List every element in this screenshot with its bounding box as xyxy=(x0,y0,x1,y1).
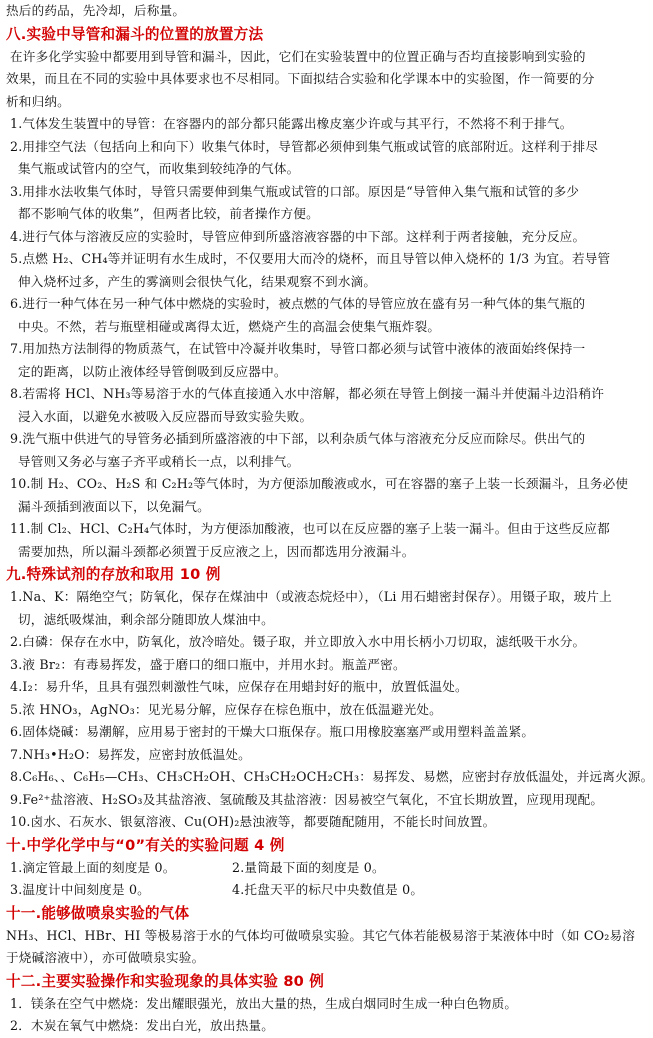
section-10-title: 十.中学化学中与“0”有关的实验问题 4 例 xyxy=(6,836,285,854)
section-9-item-1: 1.Na、K：隔绝空气；防氧化，保存在煤油中（或液态烷烃中），（Li 用石蜡密封保存）。用镊子取，玻片上 xyxy=(10,589,612,604)
intro-line: 热后的药品，先冷却，后称量。 xyxy=(6,3,186,18)
section-9-item-6: 6.固体烧碱：易潮解，应用易于密封的干燥大口瓶保存。瓶口用橡胶塞塞严或用塑料盖盖紧。 xyxy=(10,724,535,739)
section-10-item-1: 1.滴定管最上面的刻度是 0。 xyxy=(10,859,176,875)
section-8-item-8: 8.若需将 HCl、NH₃等易溶于水的气体直接通入水中溶解，都必须在导管上倒接一漏斗并使漏斗边沿稍许 xyxy=(10,386,605,401)
section-8-intro-line: 析和归纳。 xyxy=(6,93,70,109)
section-9-title: 九.特殊试剂的存放和取用 10 例 xyxy=(6,566,221,583)
section-8-title: 八.实验中导管和漏斗的位置的放置方法 xyxy=(6,25,264,43)
section-8-item-5: 5.点燃 H₂、CH₄等并证明有水生成时，不仅要用大而冷的烧杯，而且导管以伸入烧杯的 1/3 为宜。若导管 xyxy=(10,251,611,266)
section-9-item-2: 2.白磷：保存在水中，防氧化，放冷暗处。镊子取，并立即放入水中用长柄小刀切取，滤纸吸干水分。 xyxy=(10,634,586,649)
section-10-row xyxy=(6,879,638,902)
section-9-item-10: 10.卤水、石灰水、银氨溶液、Cu(OH)₂悬浊液等，都要随配随用，不能长时间放置。 xyxy=(10,814,496,829)
section-11-line: 于烧碱溶液中），亦可做喷泉实验。 xyxy=(6,950,205,965)
section-8-item-10-cont: 漏斗颈插到液面以下，以免漏气。 xyxy=(18,498,210,514)
section-9-item-7: 7.NH₃•H₂O：易挥发，应密封放低温处。 xyxy=(10,746,251,762)
section-8-item-1: 1.气体发生装置中的导管：在容器内的部分都只能露出橡皮塞少许或与其平行，不然将不利于排气。 xyxy=(10,116,573,131)
section-8-item-2: 2.用排空气法（包括向上和向下）收集气体时，导管都必须伸到集气瓶或试管的底部附近。这样利于排尽 xyxy=(10,138,599,154)
section-12-title: 十二.主要实验操作和实验现象的具体实验 80 例 xyxy=(6,972,325,990)
section-10-item-2: 2.量筒最下面的刻度是 0。 xyxy=(232,859,385,875)
section-8-item-11-cont: 需要加热，所以漏斗颈都必须置于反应液之上，因而都选用分液漏斗。 xyxy=(18,543,415,559)
section-9-item-3: 3.液 Br₂：有毒易挥发，盛于磨口的细口瓶中，并用水封。瓶盖严密。 xyxy=(10,656,406,672)
section-11-title: 十一.能够做喷泉实验的气体 xyxy=(6,904,190,922)
section-9-item-5: 5.浓 HNO₃，AgNO₃：见光易分解，应保存在棕色瓶中，放在低温避光处。 xyxy=(10,701,442,717)
section-8-item-7-cont: 定的距离，以防止液体经导管倒吸到反应器中。 xyxy=(18,363,287,379)
section-9-item-4: 4.I₂：易升华，且具有强烈刺激性气味，应保存在用蜡封好的瓶中，放置低温处。 xyxy=(10,679,468,694)
section-8-item-5-cont: 伸入烧杯过多，产生的雾滴则会很快气化，结果观察不到水滴。 xyxy=(18,273,377,289)
section-10-item-3: 3.温度计中间刻度是 0。 xyxy=(10,882,150,897)
section-9-item-8: 8.C₆H₆、、C₆H₅—CH₃、CH₃CH₂OH、CH₃CH₂OCH₂CH₃：易挥发、易燃，应密封存放低温处，并远离火源。 xyxy=(10,769,653,784)
section-9-item-9: 9.Fe²⁺盐溶液、H₂SO₃及其盐溶液、氢硫酸及其盐溶液：因易被空气氧化，不宜长期放置，应现用现配。 xyxy=(10,791,604,807)
section-8-item-7: 7.用加热方法制得的物质蒸气，在试管中冷凝并收集时，导管口都必须与试管中液体的液面始终保持一 xyxy=(10,341,586,356)
section-8-item-10: 10.制 H₂、CO₂、H₂S 和 C₂H₂等气体时，为方便添加酸液或水，可在容器的塞子上装一长颈漏斗，且务必使 xyxy=(10,476,629,491)
section-8-item-9-cont: 导管则又务必与塞子齐平或稍长一点，以利排气。 xyxy=(18,453,300,469)
section-8-intro-line: 在许多化学实验中都要用到导管和漏斗，因此，它们在实验装置中的位置正确与否均直接影响到实验的 xyxy=(10,48,586,64)
section-11-line: NH₃、HCl、HBr、HI 等极易溶于水的气体均可做喷泉实验。其它气体若能极易溶于某液体中时（如 CO₂易溶 xyxy=(6,927,636,943)
section-8-item-3-cont: 都不影响气体的收集”，但两者比较，前者操作方便。 xyxy=(18,206,319,221)
section-8-item-6-cont: 中央。不然，若与瓶壁相碰或离得太近，燃烧产生的高温会使集气瓶炸裂。 xyxy=(18,318,441,334)
section-9-item-1-cont: 切，滤纸吸煤油，剩余部分随即放人煤油中。 xyxy=(18,611,274,627)
section-8-item-3: 3.用排水法收集气体时，导管只需要伸到集气瓶或试管的口部。原因是“导管伸入集气瓶和试管的多少 xyxy=(10,183,580,199)
section-10-item-4: 4.托盘天平的标尺中央数值是 0。 xyxy=(232,882,424,897)
section-8-item-4: 4.进行气体与溶液反应的实验时，导管应伸到所盛溶液容器的中下部。这样利于两者接触，充分反应。 xyxy=(10,228,586,244)
section-8-item-8-cont: 浸入水面，以避免水被吸入反应器而导致实验失败。 xyxy=(18,408,313,424)
section-12-item-1: 1．镁条在空气中燃烧：发出耀眼强光，放出大量的热，生成白烟同时生成一种白色物质。 xyxy=(10,995,518,1011)
section-10-row xyxy=(6,857,638,880)
section-8-item-6: 6.进行一种气体在另一种气体中燃烧的实验时，被点燃的气体的导管应放在盛有另一种气体的集气瓶的 xyxy=(10,296,586,311)
section-8-item-2-cont: 集气瓶或试管内的空气，而收集到较纯净的气体。 xyxy=(18,161,300,176)
section-12-item-2: 2．木炭在氧气中燃烧：发出白光，放出热量。 xyxy=(10,1018,275,1033)
section-8-item-9: 9.洗气瓶中供进气的导管务必插到所盛溶液的中下部，以利杂质气体与溶液充分反应而除尽。供出气的 xyxy=(10,431,586,446)
section-8-item-11: 11.制 Cl₂、HCl、C₂H₄气体时，为方便添加酸液，也可以在反应器的塞子上装一漏斗。但由于这些反应都 xyxy=(10,521,610,536)
section-8-intro-line: 效果，而且在不同的实验中具体要求也不尽相同。下面拟结合实验和化学课本中的实验图，作一简要的分 xyxy=(6,71,595,86)
